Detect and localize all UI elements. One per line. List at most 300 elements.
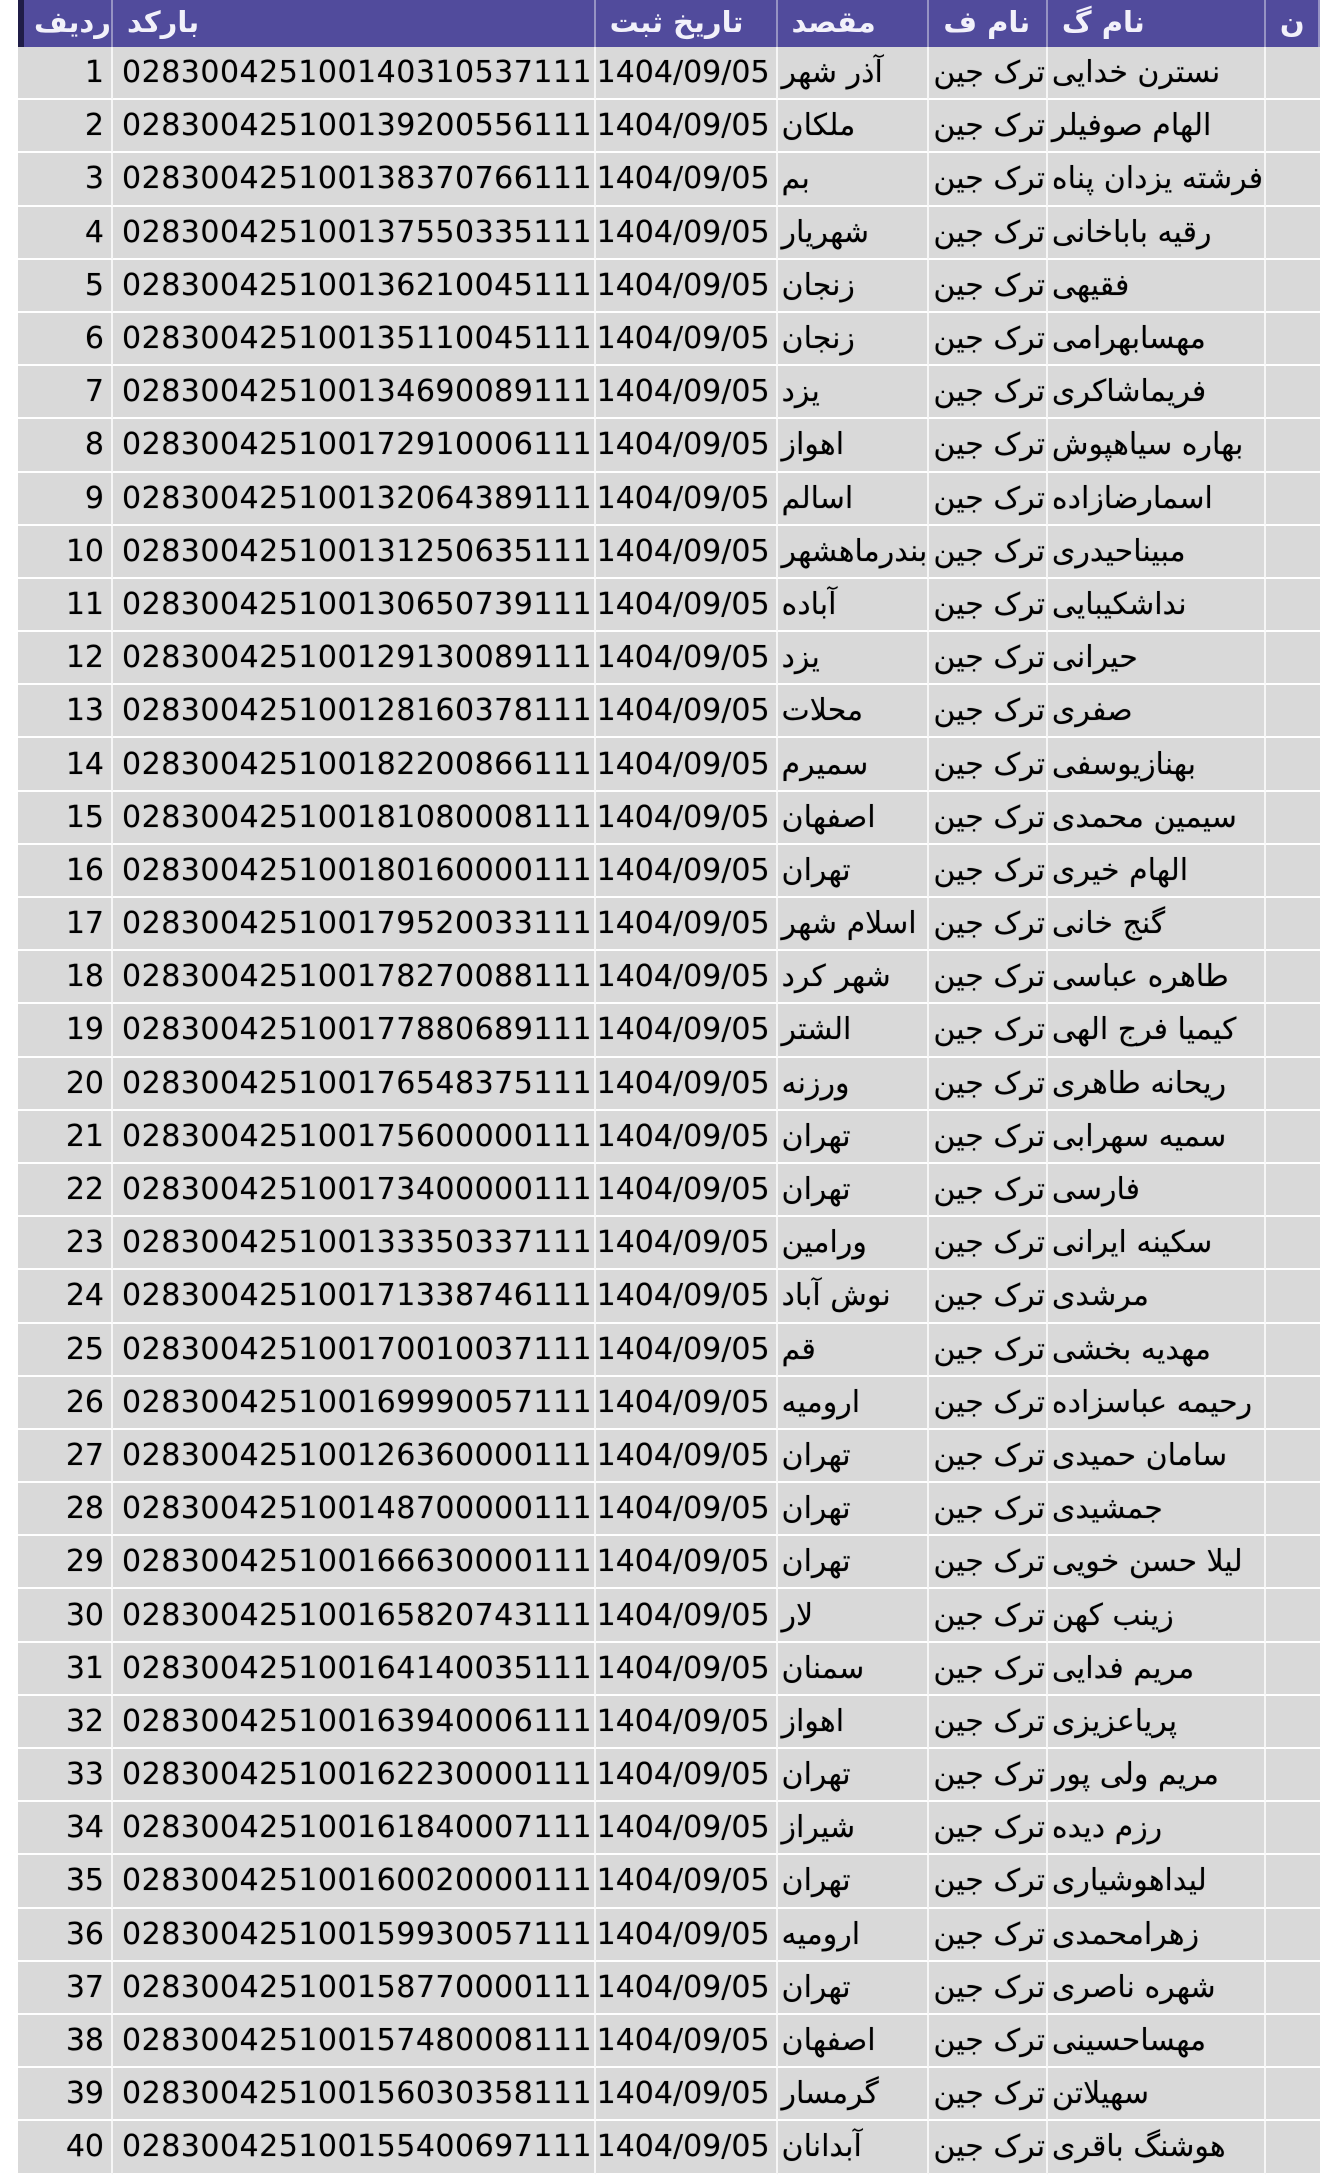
cell-reg-date: 1404/09/05 <box>596 792 778 845</box>
table-row <box>18 951 1320 1004</box>
cell-reg-date: 1404/09/05 <box>596 738 778 791</box>
cell-row-num: 29 <box>18 1536 113 1589</box>
cell-barcode: 028300425100156030358111 <box>113 2068 596 2121</box>
cell-reg-date: 1404/09/05 <box>596 1962 778 2015</box>
table-row <box>18 260 1320 313</box>
cell-receiver-name: الهام خیری <box>1048 845 1266 898</box>
cell-destination: اهواز <box>778 1696 930 1749</box>
cell-row-num: 34 <box>18 1802 113 1855</box>
cell-row-num: 26 <box>18 1377 113 1430</box>
table-row <box>18 1004 1320 1057</box>
cell-receiver-name: فارسی <box>1048 1164 1266 1217</box>
cell-empty <box>1266 1430 1320 1483</box>
cell-sender-name: ترک جین <box>929 738 1048 791</box>
cell-empty <box>1266 1536 1320 1589</box>
cell-sender-name: ترک جین <box>929 1270 1048 1323</box>
cell-receiver-name: مهساحسینی <box>1048 2015 1266 2068</box>
cell-reg-date: 1404/09/05 <box>596 473 778 526</box>
cell-reg-date: 1404/09/05 <box>596 1217 778 1270</box>
cell-receiver-name: مبیناحیدری <box>1048 526 1266 579</box>
cell-barcode: 028300425100126360000111 <box>113 1430 596 1483</box>
cell-sender-name: ترک جین <box>929 845 1048 898</box>
cell-empty <box>1266 1696 1320 1749</box>
cell-sender-name: ترک جین <box>929 1696 1048 1749</box>
cell-destination: زنجان <box>778 313 930 366</box>
cell-destination: تهران <box>778 1483 930 1536</box>
cell-barcode: 028300425100132064389111 <box>113 473 596 526</box>
cell-receiver-name: رقیه باباخانی <box>1048 207 1266 260</box>
cell-empty <box>1266 2121 1320 2174</box>
table-row <box>18 2121 1320 2174</box>
cell-reg-date: 1404/09/05 <box>596 1802 778 1855</box>
cell-empty <box>1266 366 1320 419</box>
cell-empty <box>1266 100 1320 153</box>
cell-reg-date: 1404/09/05 <box>596 1483 778 1536</box>
cell-receiver-name: سامان حمیدی <box>1048 1430 1266 1483</box>
cell-empty <box>1266 951 1320 1004</box>
cell-reg-date: 1404/09/05 <box>596 313 778 366</box>
table-row <box>18 632 1320 685</box>
cell-empty <box>1266 313 1320 366</box>
cell-reg-date: 1404/09/05 <box>596 1324 778 1377</box>
cell-destination: آذر شهر <box>778 47 930 100</box>
cell-empty <box>1266 632 1320 685</box>
cell-sender-name: ترک جین <box>929 2121 1048 2174</box>
cell-empty <box>1266 1802 1320 1855</box>
cell-destination: گرمسار <box>778 2068 930 2121</box>
cell-barcode: 028300425100130650739111 <box>113 579 596 632</box>
cell-destination: آبدانان <box>778 2121 930 2174</box>
cell-destination: ورامین <box>778 1217 930 1270</box>
cell-row-num: 22 <box>18 1164 113 1217</box>
cell-receiver-name: فقیهی <box>1048 260 1266 313</box>
cell-reg-date: 1404/09/05 <box>596 153 778 206</box>
cell-receiver-name: فریماشاکری <box>1048 366 1266 419</box>
cell-receiver-name: لیلا حسن خویی <box>1048 1536 1266 1589</box>
cell-row-num: 14 <box>18 738 113 791</box>
cell-sender-name: ترک جین <box>929 2015 1048 2068</box>
cell-row-num: 2 <box>18 100 113 153</box>
table-row <box>18 100 1320 153</box>
table-row <box>18 845 1320 898</box>
table-row <box>18 47 1320 100</box>
cell-receiver-name: طاهره عباسی <box>1048 951 1266 1004</box>
cell-sender-name: ترک جین <box>929 1058 1048 1111</box>
cell-row-num: 27 <box>18 1430 113 1483</box>
table-row <box>18 1909 1320 1962</box>
cell-barcode: 028300425100163940006111 <box>113 1696 596 1749</box>
cell-destination: تهران <box>778 1164 930 1217</box>
cell-sender-name: ترک جین <box>929 207 1048 260</box>
cell-receiver-name: سکینه ایرانی <box>1048 1217 1266 1270</box>
cell-receiver-name: لیداهوشیاری <box>1048 1855 1266 1908</box>
cell-receiver-name: زهرامحمدی <box>1048 1909 1266 1962</box>
cell-barcode: 028300425100179520033111 <box>113 898 596 951</box>
cell-reg-date: 1404/09/05 <box>596 1909 778 1962</box>
table-row <box>18 1217 1320 1270</box>
cell-receiver-name: صفری <box>1048 685 1266 738</box>
cell-empty <box>1266 260 1320 313</box>
cell-reg-date: 1404/09/05 <box>596 1536 778 1589</box>
cell-sender-name: ترک جین <box>929 1643 1048 1696</box>
cell-barcode: 028300425100136210045111 <box>113 260 596 313</box>
table-row <box>18 1270 1320 1323</box>
cell-reg-date: 1404/09/05 <box>596 100 778 153</box>
cell-destination: تهران <box>778 1749 930 1802</box>
cell-row-num: 18 <box>18 951 113 1004</box>
cell-reg-date: 1404/09/05 <box>596 2121 778 2174</box>
cell-destination: ورزنه <box>778 1058 930 1111</box>
cell-reg-date: 1404/09/05 <box>596 419 778 472</box>
cell-barcode: 028300425100155400697111 <box>113 2121 596 2174</box>
cell-row-num: 25 <box>18 1324 113 1377</box>
cell-sender-name: ترک جین <box>929 1589 1048 1642</box>
cell-destination: شهریار <box>778 207 930 260</box>
cell-empty <box>1266 47 1320 100</box>
table-row <box>18 738 1320 791</box>
cell-sender-name: ترک جین <box>929 2068 1048 2121</box>
cell-sender-name: ترک جین <box>929 419 1048 472</box>
cell-reg-date: 1404/09/05 <box>596 1749 778 1802</box>
cell-destination: تهران <box>778 1430 930 1483</box>
cell-barcode: 028300425100140310537111 <box>113 47 596 100</box>
cell-reg-date: 1404/09/05 <box>596 1164 778 1217</box>
cell-barcode: 028300425100133350337111 <box>113 1217 596 1270</box>
table-row <box>18 366 1320 419</box>
cell-empty <box>1266 1270 1320 1323</box>
cell-sender-name: ترک جین <box>929 792 1048 845</box>
cell-destination: یزد <box>778 366 930 419</box>
cell-sender-name: ترک جین <box>929 1802 1048 1855</box>
cell-reg-date: 1404/09/05 <box>596 579 778 632</box>
cell-destination: تهران <box>778 1536 930 1589</box>
cell-row-num: 11 <box>18 579 113 632</box>
cell-row-num: 12 <box>18 632 113 685</box>
cell-empty <box>1266 1962 1320 2015</box>
cell-receiver-name: مریم ولی پور <box>1048 1749 1266 1802</box>
cell-destination: محلات <box>778 685 930 738</box>
cell-sender-name: ترک جین <box>929 1324 1048 1377</box>
cell-sender-name: ترک جین <box>929 1483 1048 1536</box>
cell-empty <box>1266 1111 1320 1164</box>
cell-empty <box>1266 1058 1320 1111</box>
cell-destination: تهران <box>778 1111 930 1164</box>
cell-reg-date: 1404/09/05 <box>596 1589 778 1642</box>
cell-barcode: 028300425100161840007111 <box>113 1802 596 1855</box>
cell-sender-name: ترک جین <box>929 260 1048 313</box>
cell-empty <box>1266 2068 1320 2121</box>
cell-row-num: 38 <box>18 2015 113 2068</box>
cell-empty <box>1266 1377 1320 1430</box>
table-row <box>18 1483 1320 1536</box>
cell-sender-name: ترک جین <box>929 1377 1048 1430</box>
cell-sender-name: ترک جین <box>929 313 1048 366</box>
table-row <box>18 685 1320 738</box>
table-row <box>18 1536 1320 1589</box>
cell-destination: قم <box>778 1324 930 1377</box>
cell-row-num: 30 <box>18 1589 113 1642</box>
cell-receiver-name: زینب کهن <box>1048 1589 1266 1642</box>
cell-row-num: 1 <box>18 47 113 100</box>
cell-barcode: 028300425100172910006111 <box>113 419 596 472</box>
table-row <box>18 1696 1320 1749</box>
cell-destination: اصفهان <box>778 792 930 845</box>
cell-reg-date: 1404/09/05 <box>596 2015 778 2068</box>
cell-destination: شیراز <box>778 1802 930 1855</box>
cell-reg-date: 1404/09/05 <box>596 1643 778 1696</box>
table-row <box>18 153 1320 206</box>
cell-sender-name: ترک جین <box>929 1855 1048 1908</box>
cell-destination: تهران <box>778 845 930 898</box>
cell-barcode: 028300425100162230000111 <box>113 1749 596 1802</box>
cell-barcode: 028300425100148700000111 <box>113 1483 596 1536</box>
cell-destination: بم <box>778 153 930 206</box>
table-row <box>18 792 1320 845</box>
cell-destination: یزد <box>778 632 930 685</box>
cell-reg-date: 1404/09/05 <box>596 898 778 951</box>
cell-barcode: 028300425100170010037111 <box>113 1324 596 1377</box>
cell-sender-name: ترک جین <box>929 951 1048 1004</box>
cell-receiver-name: نداشکیبایی <box>1048 579 1266 632</box>
table-row <box>18 1111 1320 1164</box>
cell-empty <box>1266 2015 1320 2068</box>
cell-barcode: 028300425100180160000111 <box>113 845 596 898</box>
shipment-table <box>18 0 1320 2175</box>
cell-receiver-name: رزم دیده <box>1048 1802 1266 1855</box>
cell-sender-name: ترک جین <box>929 100 1048 153</box>
cell-barcode: 028300425100158770000111 <box>113 1962 596 2015</box>
cell-sender-name: ترک جین <box>929 1111 1048 1164</box>
cell-destination: آباده <box>778 579 930 632</box>
cell-reg-date: 1404/09/05 <box>596 632 778 685</box>
col-header-sender-name: نام ف <box>929 0 1048 47</box>
cell-reg-date: 1404/09/05 <box>596 2068 778 2121</box>
cell-row-num: 10 <box>18 526 113 579</box>
cell-receiver-name: سیمین محمدی <box>1048 792 1266 845</box>
cell-sender-name: ترک جین <box>929 1430 1048 1483</box>
cell-sender-name: ترک جین <box>929 366 1048 419</box>
cell-receiver-name: سهیلاتن <box>1048 2068 1266 2121</box>
cell-barcode: 028300425100159930057111 <box>113 1909 596 1962</box>
cell-reg-date: 1404/09/05 <box>596 1855 778 1908</box>
cell-empty <box>1266 792 1320 845</box>
cell-empty <box>1266 1855 1320 1908</box>
cell-destination: سمنان <box>778 1643 930 1696</box>
cell-empty <box>1266 738 1320 791</box>
table-row <box>18 1164 1320 1217</box>
cell-receiver-name: مرشدی <box>1048 1270 1266 1323</box>
cell-sender-name: ترک جین <box>929 47 1048 100</box>
cell-destination: تهران <box>778 1962 930 2015</box>
cell-barcode: 028300425100160020000111 <box>113 1855 596 1908</box>
cell-receiver-name: ریحانه طاهری <box>1048 1058 1266 1111</box>
cell-receiver-name: نسترن خدایی <box>1048 47 1266 100</box>
cell-destination: الشتر <box>778 1004 930 1057</box>
cell-empty <box>1266 898 1320 951</box>
cell-receiver-name: رحیمه عباسزاده <box>1048 1377 1266 1430</box>
cell-empty <box>1266 1217 1320 1270</box>
cell-sender-name: ترک جین <box>929 1962 1048 2015</box>
cell-empty <box>1266 1909 1320 1962</box>
table-row <box>18 1749 1320 1802</box>
cell-destination: بندرماهشهر <box>778 526 930 579</box>
cell-row-num: 32 <box>18 1696 113 1749</box>
cell-row-num: 33 <box>18 1749 113 1802</box>
cell-empty <box>1266 579 1320 632</box>
cell-row-num: 9 <box>18 473 113 526</box>
table-row <box>18 898 1320 951</box>
col-header-row-num: ردیف <box>18 0 113 47</box>
cell-empty <box>1266 207 1320 260</box>
cell-barcode: 028300425100128160378111 <box>113 685 596 738</box>
cell-destination: اسلام شهر <box>778 898 930 951</box>
table-row <box>18 526 1320 579</box>
cell-reg-date: 1404/09/05 <box>596 1430 778 1483</box>
cell-receiver-name: پریاعزیزی <box>1048 1696 1266 1749</box>
cell-sender-name: ترک جین <box>929 153 1048 206</box>
cell-row-num: 37 <box>18 1962 113 2015</box>
cell-destination: نوش آباد <box>778 1270 930 1323</box>
cell-destination: ارومیه <box>778 1909 930 1962</box>
table-body <box>18 47 1320 2175</box>
cell-row-num: 7 <box>18 366 113 419</box>
cell-reg-date: 1404/09/05 <box>596 951 778 1004</box>
cell-barcode: 028300425100138370766111 <box>113 153 596 206</box>
cell-destination: اصفهان <box>778 2015 930 2068</box>
cell-sender-name: ترک جین <box>929 1909 1048 1962</box>
cell-destination: ملکان <box>778 100 930 153</box>
cell-destination: سمیرم <box>778 738 930 791</box>
cell-row-num: 35 <box>18 1855 113 1908</box>
cell-barcode: 028300425100176548375111 <box>113 1058 596 1111</box>
col-header-barcode: بارکد <box>113 0 596 47</box>
cell-receiver-name: فرشته یزدان پناه <box>1048 153 1266 206</box>
cell-barcode: 028300425100165820743111 <box>113 1589 596 1642</box>
table-row <box>18 1324 1320 1377</box>
table-row <box>18 2068 1320 2121</box>
cell-row-num: 17 <box>18 898 113 951</box>
cell-row-num: 24 <box>18 1270 113 1323</box>
cell-empty <box>1266 526 1320 579</box>
cell-sender-name: ترک جین <box>929 1217 1048 1270</box>
cell-receiver-name: سمیه سهرابی <box>1048 1111 1266 1164</box>
cell-row-num: 36 <box>18 1909 113 1962</box>
cell-empty <box>1266 419 1320 472</box>
cell-empty <box>1266 1643 1320 1696</box>
cell-reg-date: 1404/09/05 <box>596 1058 778 1111</box>
cell-receiver-name: هوشنگ باقری <box>1048 2121 1266 2174</box>
cell-barcode: 028300425100134690089111 <box>113 366 596 419</box>
cell-destination: اسالم <box>778 473 930 526</box>
table-row <box>18 1802 1320 1855</box>
cell-destination: تهران <box>778 1855 930 1908</box>
cell-receiver-name: مهدیه بخشی <box>1048 1324 1266 1377</box>
cell-row-num: 15 <box>18 792 113 845</box>
cell-barcode: 028300425100169990057111 <box>113 1377 596 1430</box>
table-row <box>18 1962 1320 2015</box>
cell-row-num: 13 <box>18 685 113 738</box>
cell-sender-name: ترک جین <box>929 1536 1048 1589</box>
cell-empty <box>1266 1749 1320 1802</box>
cell-reg-date: 1404/09/05 <box>596 1696 778 1749</box>
table-row <box>18 1058 1320 1111</box>
cell-receiver-name: بهاره سیاهپوش <box>1048 419 1266 472</box>
cell-empty <box>1266 1589 1320 1642</box>
cell-row-num: 3 <box>18 153 113 206</box>
cell-barcode: 028300425100139200556111 <box>113 100 596 153</box>
col-header-cut-off: ن <box>1266 0 1320 47</box>
cell-row-num: 28 <box>18 1483 113 1536</box>
cell-empty <box>1266 845 1320 898</box>
cell-sender-name: ترک جین <box>929 898 1048 951</box>
table-row <box>18 2015 1320 2068</box>
cell-row-num: 20 <box>18 1058 113 1111</box>
cell-sender-name: ترک جین <box>929 526 1048 579</box>
cell-reg-date: 1404/09/05 <box>596 1270 778 1323</box>
cell-row-num: 31 <box>18 1643 113 1696</box>
cell-empty <box>1266 473 1320 526</box>
cell-sender-name: ترک جین <box>929 473 1048 526</box>
cell-destination: زنجان <box>778 260 930 313</box>
cell-row-num: 8 <box>18 419 113 472</box>
cell-row-num: 19 <box>18 1004 113 1057</box>
col-header-reg-date: تاریخ ثبت <box>596 0 778 47</box>
cell-barcode: 028300425100164140035111 <box>113 1643 596 1696</box>
cell-reg-date: 1404/09/05 <box>596 260 778 313</box>
cell-receiver-name: حیرانی <box>1048 632 1266 685</box>
cell-destination: شهر کرد <box>778 951 930 1004</box>
col-header-receiver-name: نام گ <box>1048 0 1266 47</box>
table-row <box>18 1377 1320 1430</box>
table-row <box>18 1589 1320 1642</box>
cell-empty <box>1266 685 1320 738</box>
cell-barcode: 028300425100173400000111 <box>113 1164 596 1217</box>
cell-sender-name: ترک جین <box>929 1004 1048 1057</box>
cell-receiver-name: مریم فدایی <box>1048 1643 1266 1696</box>
cell-sender-name: ترک جین <box>929 632 1048 685</box>
cell-empty <box>1266 1004 1320 1057</box>
cell-barcode: 028300425100166630000111 <box>113 1536 596 1589</box>
cell-sender-name: ترک جین <box>929 1749 1048 1802</box>
cell-reg-date: 1404/09/05 <box>596 1377 778 1430</box>
cell-row-num: 40 <box>18 2121 113 2174</box>
cell-receiver-name: کیمیا فرج الهی <box>1048 1004 1266 1057</box>
cell-empty <box>1266 1324 1320 1377</box>
table-row <box>18 1430 1320 1483</box>
cell-barcode: 028300425100181080008111 <box>113 792 596 845</box>
cell-empty <box>1266 153 1320 206</box>
cell-reg-date: 1404/09/05 <box>596 526 778 579</box>
cell-reg-date: 1404/09/05 <box>596 207 778 260</box>
table-row <box>18 207 1320 260</box>
cell-barcode: 028300425100177880689111 <box>113 1004 596 1057</box>
cell-reg-date: 1404/09/05 <box>596 845 778 898</box>
cell-receiver-name: گنج خانی <box>1048 898 1266 951</box>
cell-row-num: 6 <box>18 313 113 366</box>
cell-sender-name: ترک جین <box>929 685 1048 738</box>
table-row <box>18 473 1320 526</box>
cell-barcode: 028300425100129130089111 <box>113 632 596 685</box>
header-row <box>18 0 1320 47</box>
cell-barcode: 028300425100137550335111 <box>113 207 596 260</box>
cell-receiver-name: الهام صوفیلر <box>1048 100 1266 153</box>
cell-reg-date: 1404/09/05 <box>596 366 778 419</box>
cell-row-num: 21 <box>18 1111 113 1164</box>
cell-barcode: 028300425100131250635111 <box>113 526 596 579</box>
table-row <box>18 1643 1320 1696</box>
table-row <box>18 1855 1320 1908</box>
cell-reg-date: 1404/09/05 <box>596 1004 778 1057</box>
